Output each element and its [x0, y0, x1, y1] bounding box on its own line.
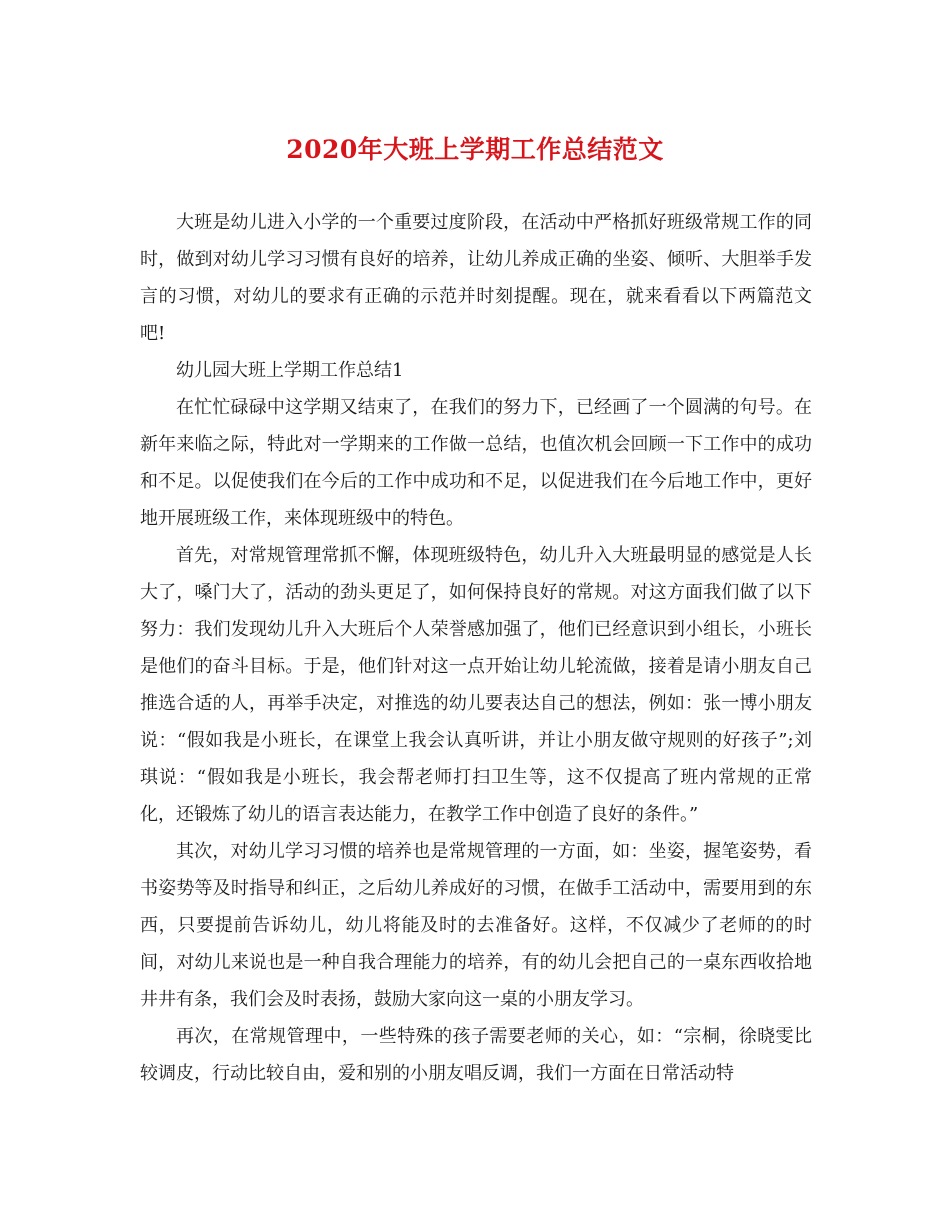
body-paragraph: 其次，对幼儿学习习惯的培养也是常规管理的一方面，如：坐姿，握笔姿势，看书姿势等及时指导和纠正，之后幼儿养成好的习惯，在做手工活动中，需要用到的东西，只要提前告诉幼儿，幼儿将能及时的去准备好。这样，不仅减少了老师的的时间，对幼儿来说也是一种自我合理能力的培养，有的幼儿会把自己的一桌东西收拾地井井有条，我们会及时表扬，鼓励大家向这一桌的小朋友学习。: [140, 841, 812, 1010]
intro-paragraph: 大班是幼儿进入小学的一个重要过度阶段，在活动中严格抓好班级常规工作的同时，做到对幼儿学习习惯有良好的培养，让幼儿养成正确的坐姿、倾听、大胆举手发言的习惯，对幼儿的要求有正确的示范并时刻提醒。现在，就来看看以下两篇范文吧!: [140, 212, 812, 344]
section-heading: 幼儿园大班上学期工作总结1: [176, 360, 404, 381]
body-paragraph: 在忙忙碌碌中这学期又结束了，在我们的努力下，已经画了一个圆满的句号。在新年来临之际，特此对一学期来的工作做一总结，也值次机会回顾一下工作中的成功和不足。以促使我们在今后的工作中成功和不足，以促进我们在今后地工作中，更好地开展班级工作，来体现班级中的特色。: [140, 397, 812, 529]
document-body: [140, 204, 812, 1092]
body-paragraph: 再次，在常规管理中，一些特殊的孩子需要老师的关心，如：“宗桐，徐晓雯比较调皮，行动比较自由，爱和别的小朋友唱反调，我们一方面在日常活动特: [140, 1026, 812, 1084]
body-paragraph: 首先，对常规管理常抓不懈，体现班级特色，幼儿升入大班最明显的感觉是人长大了，嗓门大了，活动的劲头更足了，如何保持良好的常规。对这方面我们做了以下努力：我们发现幼儿升入大班后个人荣誉感加强了，他们已经意识到小组长，小班长是他们的奋斗目标。于是，他们针对这一点开始让幼儿轮流做，接着是请小朋友自己推选合适的人，再举手决定，对推选的幼儿要表达自己的想法，例如：张一博小朋友说：“假如我是小班长，在课堂上我会认真听讲，并让小朋友做守规则的好孩子”;刘琪说：“假如我是小班长，我会帮老师打扫卫生等，这不仅提高了班内常规的正常化，还锻炼了幼儿的语言表达能力，在教学工作中创造了良好的条件。”: [140, 545, 812, 825]
document-title: 2020年大班上学期工作总结范文: [286, 135, 664, 164]
